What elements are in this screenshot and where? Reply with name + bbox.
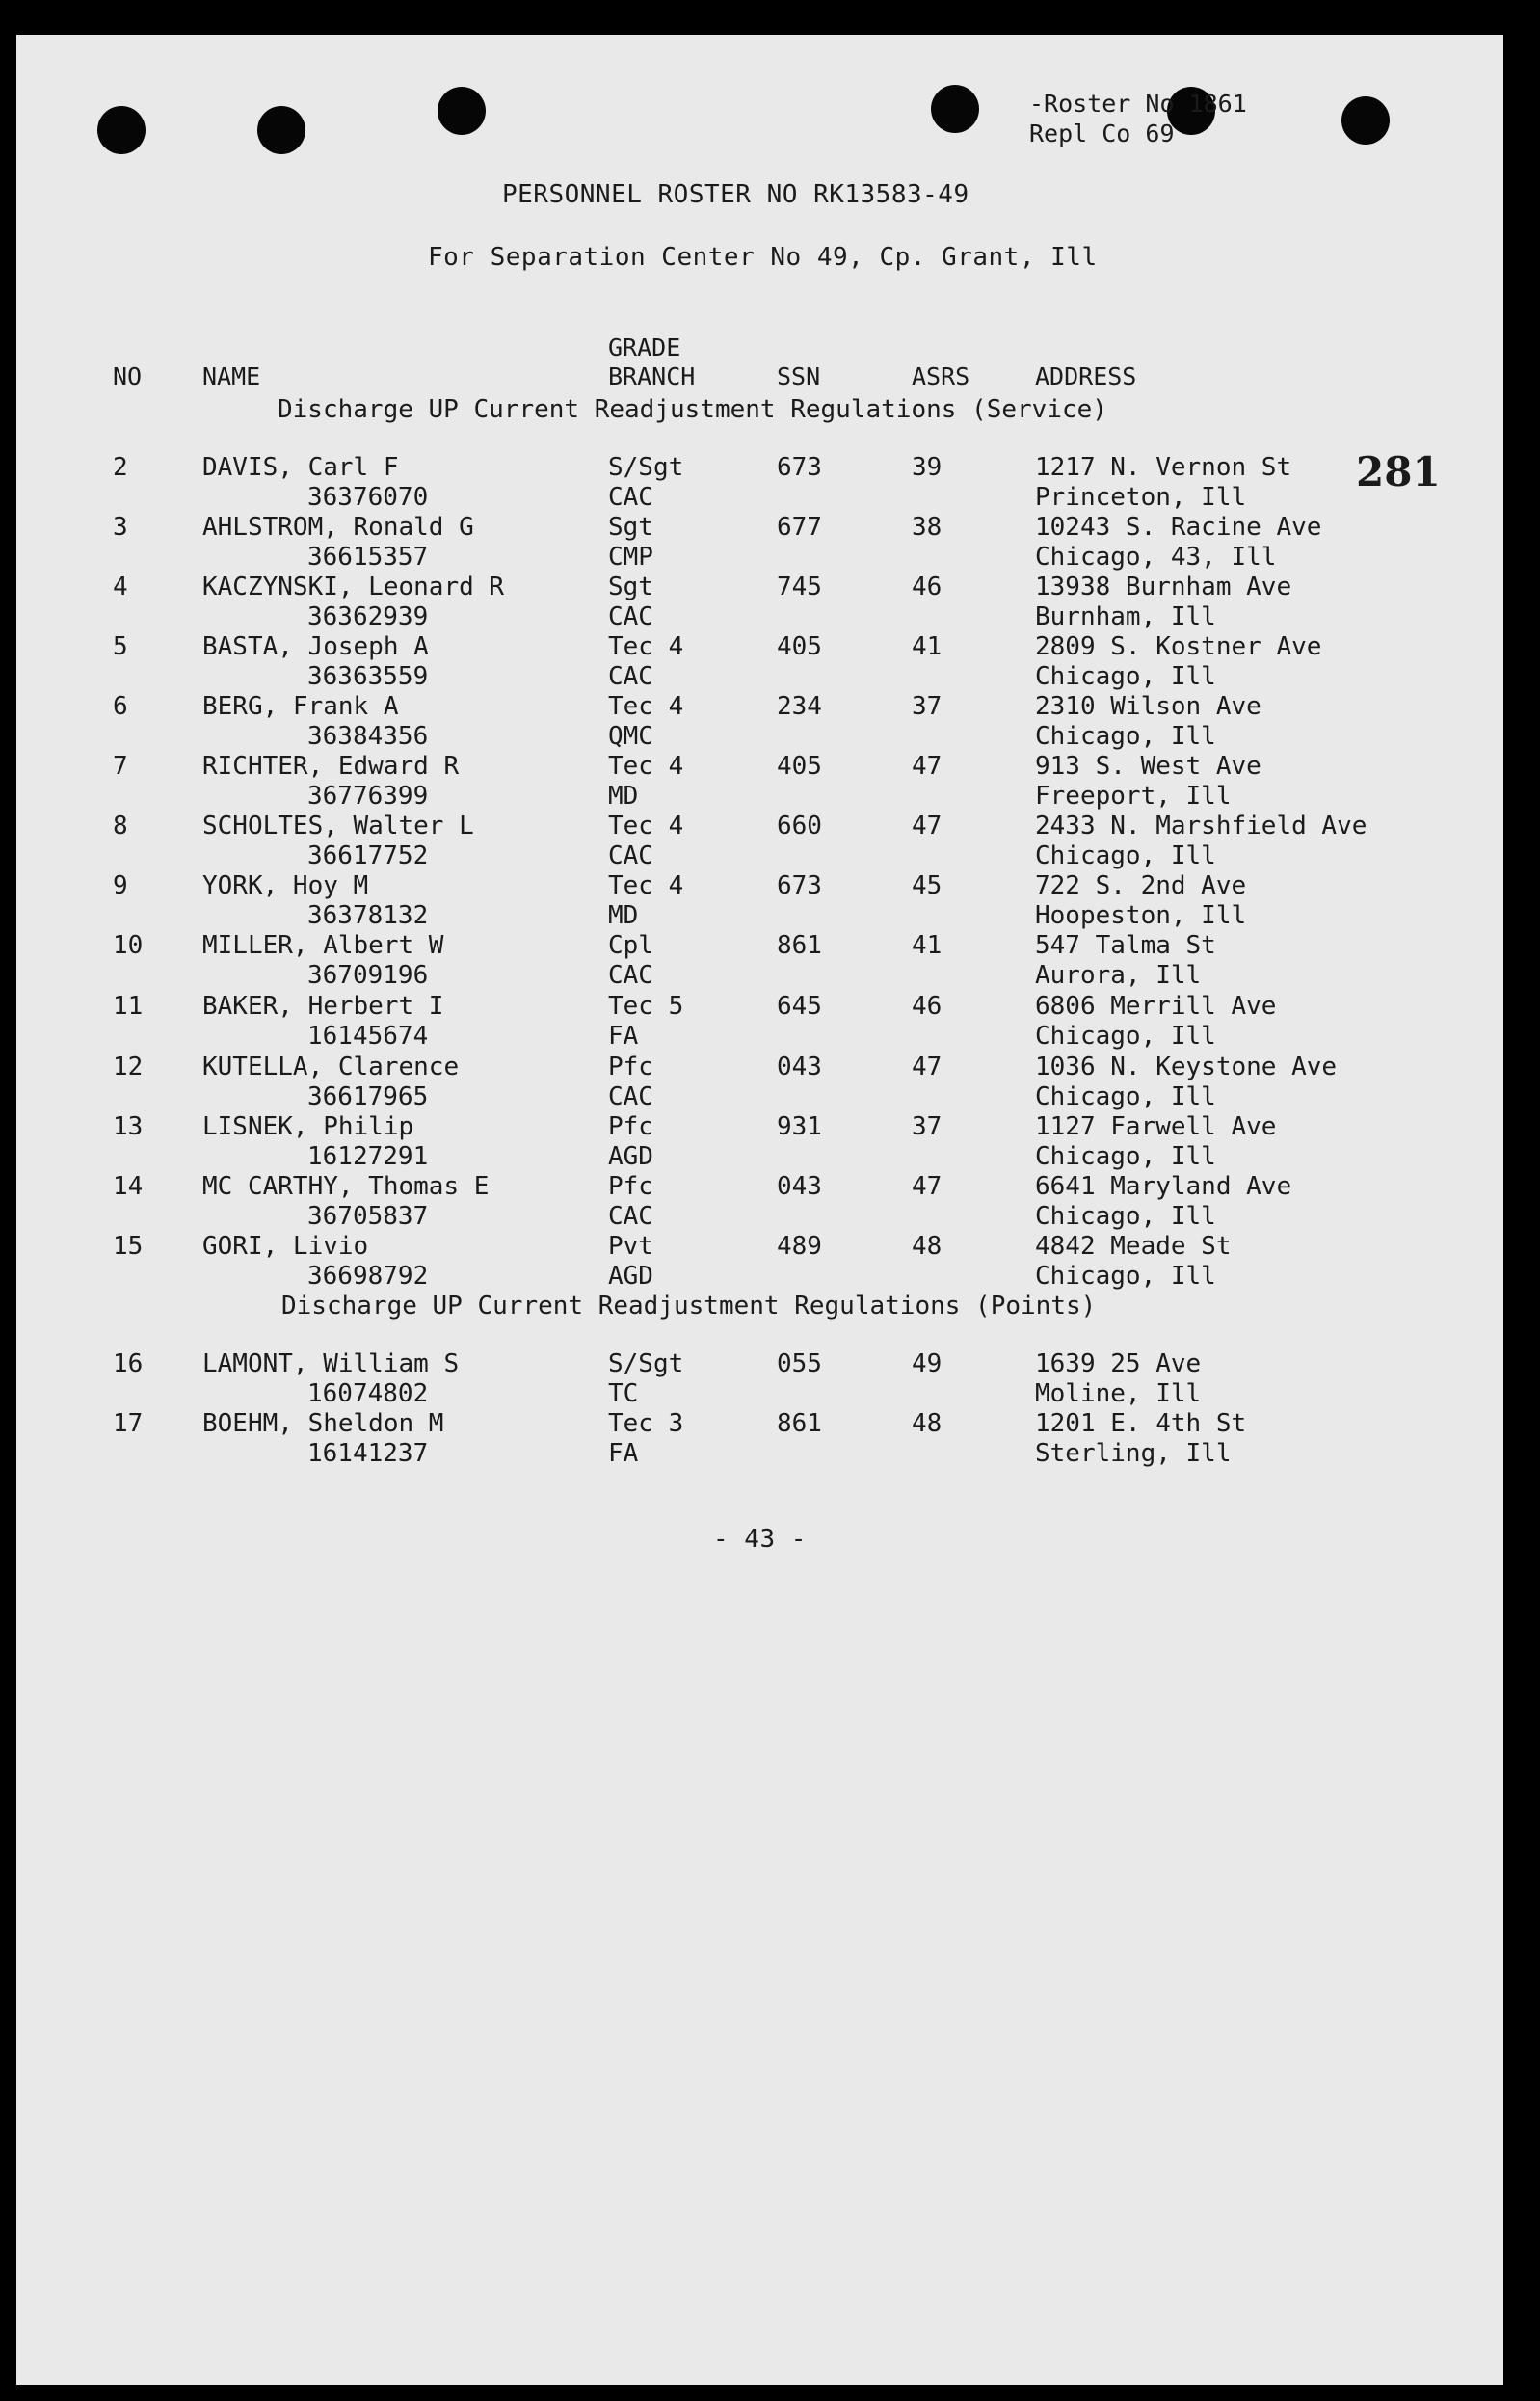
row-ssn: 405 bbox=[777, 752, 822, 781]
row-asrs: 37 bbox=[912, 1112, 943, 1141]
row-grade: Tec 3 bbox=[608, 1409, 684, 1438]
row-name: KACZYNSKI, Leonard R bbox=[202, 573, 505, 601]
row-asrs: 46 bbox=[912, 573, 943, 601]
row-address-street: 1127 Farwell Ave bbox=[1035, 1112, 1277, 1141]
row-address-city: Burnham, Ill bbox=[1035, 602, 1216, 631]
row-serial: 16127291 bbox=[307, 1142, 429, 1171]
row-number: 17 bbox=[113, 1409, 144, 1438]
row-ssn: 745 bbox=[777, 573, 822, 601]
row-ssn: 234 bbox=[777, 692, 822, 721]
row-grade: Pvt bbox=[608, 1232, 653, 1261]
row-address-street: 13938 Burnham Ave bbox=[1035, 573, 1292, 601]
row-asrs: 48 bbox=[912, 1232, 943, 1261]
row-grade: Sgt bbox=[608, 573, 653, 601]
row-ssn: 660 bbox=[777, 812, 822, 840]
table-row bbox=[16, 1409, 1503, 1469]
column-header-branch: BRANCH bbox=[608, 362, 696, 390]
table-row bbox=[16, 1172, 1503, 1232]
row-grade: Tec 4 bbox=[608, 632, 684, 661]
row-address-city: Aurora, Ill bbox=[1035, 961, 1202, 990]
row-ssn: 861 bbox=[777, 931, 822, 960]
table-row bbox=[16, 1232, 1503, 1292]
row-number: 6 bbox=[113, 692, 128, 721]
row-address-city: Chicago, Ill bbox=[1035, 841, 1216, 870]
table-row bbox=[16, 931, 1503, 991]
row-number: 15 bbox=[113, 1232, 144, 1261]
row-grade: S/Sgt bbox=[608, 1349, 684, 1378]
row-asrs: 41 bbox=[912, 931, 943, 960]
table-row bbox=[16, 632, 1503, 692]
row-ssn: 405 bbox=[777, 632, 822, 661]
table-row bbox=[16, 1053, 1503, 1112]
row-asrs: 38 bbox=[912, 513, 943, 542]
row-address-city: Chicago, Ill bbox=[1035, 1022, 1216, 1051]
row-branch: AGD bbox=[608, 1262, 653, 1291]
table-row bbox=[16, 812, 1503, 871]
row-serial: 36705837 bbox=[307, 1202, 429, 1231]
row-name: LISNEK, Philip bbox=[202, 1112, 414, 1141]
row-address-street: 2310 Wilson Ave bbox=[1035, 692, 1261, 721]
table-row bbox=[16, 871, 1503, 931]
row-ssn: 055 bbox=[777, 1349, 822, 1378]
row-address-city: Freeport, Ill bbox=[1035, 782, 1232, 811]
row-serial: 36363559 bbox=[307, 662, 429, 691]
row-serial: 36776399 bbox=[307, 782, 429, 811]
row-address-street: 2433 N. Marshfield Ave bbox=[1035, 812, 1367, 840]
punch-hole bbox=[931, 85, 979, 133]
row-grade: Sgt bbox=[608, 513, 653, 542]
row-ssn: 673 bbox=[777, 453, 822, 482]
column-header-ssn: SSN bbox=[777, 362, 821, 390]
row-address-city: Chicago, Ill bbox=[1035, 1082, 1216, 1111]
row-branch: CAC bbox=[608, 961, 653, 990]
row-name: MC CARTHY, Thomas E bbox=[202, 1172, 490, 1201]
row-serial: 16145674 bbox=[307, 1022, 429, 1051]
row-address-street: 1036 N. Keystone Ave bbox=[1035, 1053, 1338, 1081]
row-name: GORI, Livio bbox=[202, 1232, 369, 1261]
row-grade: Tec 4 bbox=[608, 692, 684, 721]
row-ssn: 861 bbox=[777, 1409, 822, 1438]
row-address-street: 4842 Meade St bbox=[1035, 1232, 1232, 1261]
row-ssn: 931 bbox=[777, 1112, 822, 1141]
row-ssn: 645 bbox=[777, 992, 822, 1021]
row-grade: Tec 4 bbox=[608, 812, 684, 840]
row-address-street: 1201 E. 4th St bbox=[1035, 1409, 1247, 1438]
row-ssn: 677 bbox=[777, 513, 822, 542]
row-grade: Cpl bbox=[608, 931, 653, 960]
row-name: AHLSTROM, Ronald G bbox=[202, 513, 474, 542]
row-number: 7 bbox=[113, 752, 128, 781]
row-branch: CAC bbox=[608, 841, 653, 870]
row-grade: Pfc bbox=[608, 1172, 653, 1201]
row-name: RICHTER, Edward R bbox=[202, 752, 460, 781]
row-branch: MD bbox=[608, 901, 639, 930]
row-name: KUTELLA, Clarence bbox=[202, 1053, 460, 1081]
row-ssn: 489 bbox=[777, 1232, 822, 1261]
row-branch: FA bbox=[608, 1022, 639, 1051]
row-number: 14 bbox=[113, 1172, 144, 1201]
table-row bbox=[16, 692, 1503, 752]
row-asrs: 48 bbox=[912, 1409, 943, 1438]
row-name: YORK, Hoy M bbox=[202, 871, 369, 900]
row-asrs: 39 bbox=[912, 453, 943, 482]
row-branch: CAC bbox=[608, 483, 653, 512]
row-asrs: 49 bbox=[912, 1349, 943, 1378]
row-name: BOEHM, Sheldon M bbox=[202, 1409, 444, 1438]
row-address-city: Chicago, Ill bbox=[1035, 722, 1216, 751]
row-branch: CAC bbox=[608, 1082, 653, 1111]
column-header-grade: GRADE bbox=[608, 333, 681, 361]
row-address-street: 10243 S. Racine Ave bbox=[1035, 513, 1322, 542]
table-row bbox=[16, 1349, 1503, 1409]
row-address-city: Chicago, Ill bbox=[1035, 662, 1216, 691]
row-address-city: Hoopeston, Ill bbox=[1035, 901, 1247, 930]
roster-number-line: -Roster No 1861 bbox=[1029, 90, 1247, 118]
row-grade: Tec 4 bbox=[608, 871, 684, 900]
row-address-street: 2809 S. Kostner Ave bbox=[1035, 632, 1322, 661]
row-address-city: Princeton, Ill bbox=[1035, 483, 1247, 512]
row-serial: 36617752 bbox=[307, 841, 429, 870]
row-serial: 36378132 bbox=[307, 901, 429, 930]
punch-hole bbox=[97, 106, 146, 154]
row-number: 5 bbox=[113, 632, 128, 661]
row-grade: Pfc bbox=[608, 1112, 653, 1141]
row-address-street: 1217 N. Vernon St bbox=[1035, 453, 1292, 482]
row-branch: CAC bbox=[608, 1202, 653, 1231]
row-number: 9 bbox=[113, 871, 128, 900]
row-number: 13 bbox=[113, 1112, 144, 1141]
row-number: 12 bbox=[113, 1053, 144, 1081]
row-branch: MD bbox=[608, 782, 639, 811]
row-grade: S/Sgt bbox=[608, 453, 684, 482]
row-asrs: 37 bbox=[912, 692, 943, 721]
table-row bbox=[16, 1112, 1503, 1172]
row-ssn: 673 bbox=[777, 871, 822, 900]
roster-page bbox=[16, 35, 1503, 2385]
row-number: 8 bbox=[113, 812, 128, 840]
row-address-city: Chicago, Ill bbox=[1035, 1202, 1216, 1231]
row-grade: Pfc bbox=[608, 1053, 653, 1081]
row-grade: Tec 5 bbox=[608, 992, 684, 1021]
row-asrs: 41 bbox=[912, 632, 943, 661]
row-ssn: 043 bbox=[777, 1053, 822, 1081]
row-serial: 16074802 bbox=[307, 1379, 429, 1408]
row-address-street: 1639 25 Ave bbox=[1035, 1349, 1202, 1378]
row-number: 16 bbox=[113, 1349, 144, 1378]
row-serial: 36384356 bbox=[307, 722, 429, 751]
row-name: BERG, Frank A bbox=[202, 692, 399, 721]
column-header-address: ADDRESS bbox=[1035, 362, 1137, 390]
row-branch: TC bbox=[608, 1379, 639, 1408]
table-row bbox=[16, 513, 1503, 573]
page-title: PERSONNEL ROSTER NO RK13583-49 bbox=[502, 180, 969, 209]
page-number: - 43 - bbox=[713, 1525, 807, 1554]
row-address-street: 6641 Maryland Ave bbox=[1035, 1172, 1292, 1201]
row-branch: CAC bbox=[608, 602, 653, 631]
row-address-city: Chicago, Ill bbox=[1035, 1262, 1216, 1291]
row-asrs: 45 bbox=[912, 871, 943, 900]
row-address-city: Chicago, Ill bbox=[1035, 1142, 1216, 1171]
row-address-street: 6806 Merrill Ave bbox=[1035, 992, 1277, 1021]
row-name: DAVIS, Carl F bbox=[202, 453, 399, 482]
replacement-company-line: Repl Co 69 bbox=[1029, 120, 1175, 147]
row-number: 11 bbox=[113, 992, 144, 1021]
row-serial: 36698792 bbox=[307, 1262, 429, 1291]
row-branch: CAC bbox=[608, 662, 653, 691]
row-asrs: 47 bbox=[912, 752, 943, 781]
row-address-city: Moline, Ill bbox=[1035, 1379, 1202, 1408]
punch-hole bbox=[1341, 96, 1390, 145]
row-asrs: 47 bbox=[912, 1053, 943, 1081]
row-address-street: 913 S. West Ave bbox=[1035, 752, 1261, 781]
row-name: MILLER, Albert W bbox=[202, 931, 444, 960]
row-ssn: 043 bbox=[777, 1172, 822, 1201]
column-header-asrs: ASRS bbox=[912, 362, 970, 390]
row-serial: 16141237 bbox=[307, 1439, 429, 1468]
row-name: BASTA, Joseph A bbox=[202, 632, 429, 661]
section-heading-service: Discharge UP Current Readjustment Regulations (Service) bbox=[278, 395, 1107, 424]
row-number: 3 bbox=[113, 513, 128, 542]
table-row bbox=[16, 752, 1503, 812]
row-branch: QMC bbox=[608, 722, 653, 751]
row-branch: FA bbox=[608, 1439, 639, 1468]
row-number: 2 bbox=[113, 453, 128, 482]
row-serial: 36362939 bbox=[307, 602, 429, 631]
row-serial: 36709196 bbox=[307, 961, 429, 990]
stamped-number: 281 bbox=[1356, 448, 1441, 495]
row-address-street: 722 S. 2nd Ave bbox=[1035, 871, 1247, 900]
row-name: LAMONT, William S bbox=[202, 1349, 460, 1378]
row-branch: AGD bbox=[608, 1142, 653, 1171]
row-address-street: 547 Talma St bbox=[1035, 931, 1216, 960]
row-number: 4 bbox=[113, 573, 128, 601]
punch-hole bbox=[438, 87, 486, 135]
row-grade: Tec 4 bbox=[608, 752, 684, 781]
row-serial: 36376070 bbox=[307, 483, 429, 512]
row-address-city: Chicago, 43, Ill bbox=[1035, 543, 1277, 572]
row-branch: CMP bbox=[608, 543, 653, 572]
table-row bbox=[16, 448, 1503, 513]
row-address-city: Sterling, Ill bbox=[1035, 1439, 1232, 1468]
row-name: SCHOLTES, Walter L bbox=[202, 812, 474, 840]
roster-reference bbox=[1029, 89, 1247, 148]
column-header-name: NAME bbox=[202, 362, 261, 390]
page-subtitle: For Separation Center No 49, Cp. Grant, Ill bbox=[428, 243, 1098, 272]
punch-hole bbox=[257, 106, 305, 154]
row-name: BAKER, Herbert I bbox=[202, 992, 444, 1021]
row-serial: 36615357 bbox=[307, 543, 429, 572]
table-row bbox=[16, 573, 1503, 632]
section-heading-points: Discharge UP Current Readjustment Regulations (Points) bbox=[281, 1292, 1097, 1321]
row-number: 10 bbox=[113, 931, 144, 960]
column-header-no: NO bbox=[113, 362, 143, 390]
row-asrs: 47 bbox=[912, 1172, 943, 1201]
row-asrs: 46 bbox=[912, 992, 943, 1021]
row-serial: 36617965 bbox=[307, 1082, 429, 1111]
row-asrs: 47 bbox=[912, 812, 943, 840]
table-row bbox=[16, 992, 1503, 1052]
